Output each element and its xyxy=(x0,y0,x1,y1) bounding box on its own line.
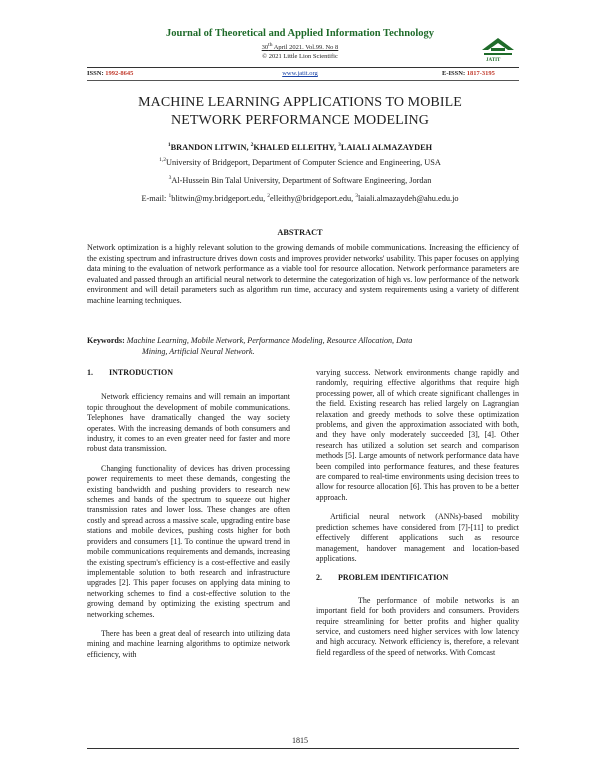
eissn-number: 1817-3195 xyxy=(466,70,495,77)
affiliation-sup: 3 xyxy=(168,175,172,182)
date-rest: April 2021. Vol.99. No 8 xyxy=(272,44,339,51)
email-sup: 3 xyxy=(355,193,359,200)
section-title: INTRODUCTION xyxy=(109,368,174,377)
keywords-label: Keywords: xyxy=(87,336,125,345)
author-emails: E-mail: $^1$blitwin@my.bridgeport.edu, $^2$elleithy@bridgeport.edu, $^3$laiali.almazaydeh@ahu.edu.jo xyxy=(141,193,459,203)
section-title: PROBLEM IDENTIFICATION xyxy=(338,573,449,583)
eissn xyxy=(442,70,495,77)
email-address[interactable]: blitwin@my.bridgeport.edu xyxy=(171,194,264,203)
section-heading-problem-identification xyxy=(316,573,519,583)
paper-title xyxy=(100,94,500,130)
header-rule-top xyxy=(87,67,519,68)
section-number: 1. xyxy=(87,368,93,377)
date-sup: th xyxy=(268,41,273,48)
keywords-line1: Machine Learning, Mobile Network, Performance Modeling, Resource Allocation, Data xyxy=(126,336,413,345)
affiliation-text: University of Bridgeport, Department of Computer Science and Engineering, USA xyxy=(165,158,441,167)
header-rule-bottom xyxy=(87,80,519,81)
eissn-label: E-ISSN: xyxy=(442,70,467,77)
footer-rule xyxy=(87,748,519,749)
authors: $^1$BRANDON LITWIN, $^2$KHALED ELLEITHY, $^3$LAIALI ALMAZAYDEH xyxy=(167,142,433,152)
page-number: 1815 xyxy=(292,736,308,745)
keywords-line2: Mining, Artificial Neural Network. xyxy=(142,346,255,356)
email-sup: 2 xyxy=(267,193,270,200)
email-address[interactable]: elleithy@bridgeport.edu xyxy=(270,194,352,203)
keywords xyxy=(87,336,519,357)
affiliation-2 xyxy=(0,176,600,185)
section-number: 2. xyxy=(316,573,322,583)
affiliation-1 xyxy=(0,158,600,167)
issn-label: ISSN: xyxy=(87,70,106,77)
paragraph: There has been a great deal of research into utilizing data mining and machine learning algorithms to optimize network efficiency, with xyxy=(87,628,290,659)
email-sup: 1 xyxy=(168,193,172,200)
paragraph: Artificial neural network (ANNs)-based mobility prediction schemes have considered from [7]-[11] to predict effectively different applications such as resource management, handover management and location-based applications. xyxy=(316,512,519,563)
affiliation-sup: 1,2 xyxy=(159,157,166,164)
email-label: E-mail: xyxy=(141,194,169,203)
paragraph: The performance of mobile networks is an important field for both providers and consumers. Providers require streamlining for better profits and higher quality service, and customers need higher services with low latency and high accuracy. Network efficiency is, therefore, a relevant field regardless of the speed of networks. With Comcast xyxy=(316,595,519,657)
journal-site-link[interactable]: www.jatit.org xyxy=(282,70,318,77)
left-column xyxy=(87,368,290,669)
paragraph: Network efficiency remains and will remain an important topic throughout the development of mobile communications. Telephones have dramatically changed the way society operates. With the increasing demands of both consumers and industry, it comes to an even greater need for faster and more robust data transmission. xyxy=(87,392,290,454)
email-address[interactable]: laiali.almazaydeh@ahu.edu.jo xyxy=(358,194,459,203)
paragraph: Changing functionality of devices has driven processing power requirements to meet these demands, congesting the existing bandwidth and pushing providers to research new schemes and bands of the spectrum to squeeze out higher transmission rates and lower loss. These changes are often costly and spread across a massive scale, upgrading entire base stations and mobile devices, pushing costs higher for both providers and consumers [1]. To continue the upward trend in mobile communications requirements and demands, increasing the existing spectrum's efficiency is a cost-effective and easily implementable solution to both research and infrastructure upgrades [2]. This paper focuses on applying data mining to networking schemes to find a cost-effective solution to the growing demand by optimizing the existing spectrum and networking schemes. xyxy=(87,463,290,619)
affiliation-text: Al-Hussein Bin Talal University, Department of Software Engineering, Jordan xyxy=(171,176,432,185)
paragraph: varying success. Network environments change rapidly and randomly, requiring effective algorithms that require high processing power, all of which create significant challenges in the field. Existing research has relied largely on Lagrangian relaxation and greedy methods to solve these optimization problems, and given the approximation associated with both, and they have only moderately succeeded [3], [4]. Other research has utilized a solution set search and comparison methods [5]. Large amounts of network performance data have been compiled into performance features, and these features are compared to real-time environments using decision trees to allow for resource allocation [6]. This has proven to be a better approach. xyxy=(316,368,519,502)
journal-title: Journal of Theoretical and Applied Information Technology xyxy=(166,28,434,39)
author-sup: 3 xyxy=(338,142,341,149)
paper-title-line1: MACHINE LEARNING APPLICATIONS TO MOBILE xyxy=(138,95,462,110)
author-sup: 2 xyxy=(250,142,254,149)
journal-copyright: © 2021 Little Lion Scientific xyxy=(262,53,338,60)
abstract-body: Network optimization is a highly relevant solution to the growing demands of mobile communications. Increasing the efficiency of the existing spectrum and infrastructure drives down costs and improves provider networks' usability. This paper focuses on applying data mining to the evaluation of network performance as a viable tool for resource allocation. Network performance parameters are evaluated and passed through an artificial neural network to determine the categorization of high vs. low performance of the network environment and will detail parameters such as algorithm run time, accuracy and system requirements using a variety of different machine learning techniques. xyxy=(87,243,519,305)
author-name: LAIALI ALMAZAYDEH xyxy=(340,143,433,152)
author-name: KHALED ELLEITHY xyxy=(253,143,334,152)
right-column xyxy=(316,368,519,667)
section-heading-introduction xyxy=(87,368,290,378)
author-sup: 1 xyxy=(167,142,171,149)
abstract-heading: ABSTRACT xyxy=(277,228,323,237)
date-day: 30 xyxy=(261,44,269,51)
logo-text: JATIT xyxy=(486,58,501,63)
paper-title-line2: NETWORK PERFORMANCE MODELING xyxy=(171,113,429,128)
author-name: BRANDON LITWIN xyxy=(170,143,247,152)
issn-number: 1992-8645 xyxy=(105,70,134,77)
